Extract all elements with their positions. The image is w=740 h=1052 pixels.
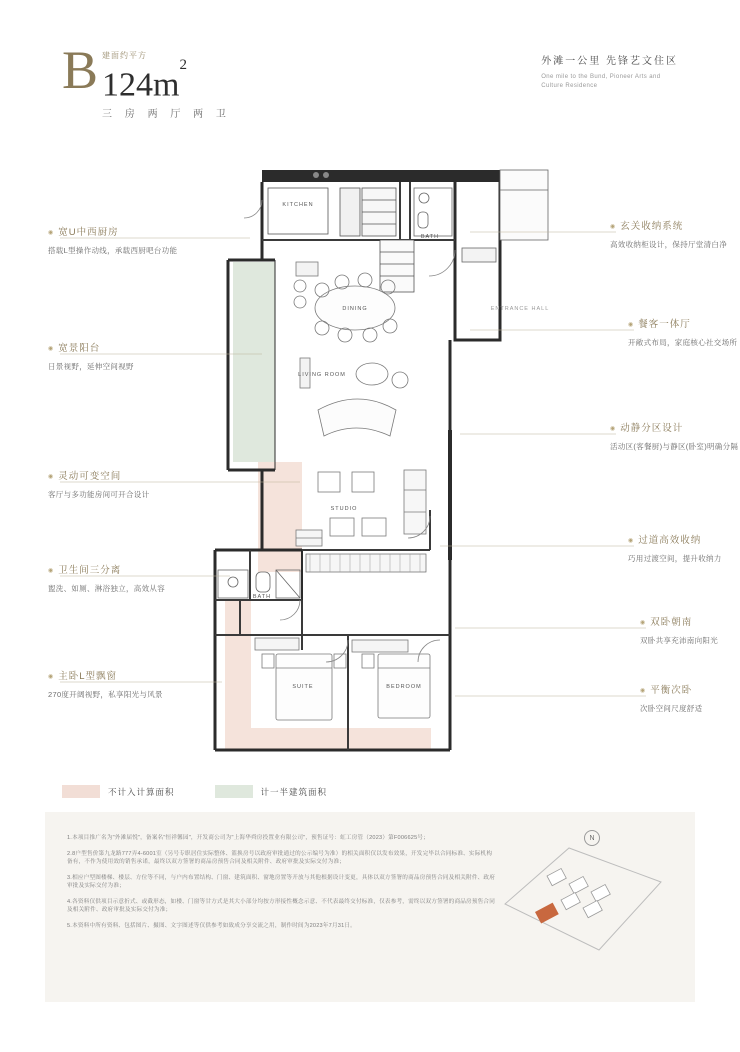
legend xyxy=(62,785,327,798)
bedroom-furniture xyxy=(352,640,430,718)
door-entry xyxy=(429,250,455,276)
building-3 xyxy=(591,884,610,901)
plant xyxy=(294,280,306,292)
dining-chair-8 xyxy=(383,319,397,333)
stove-burner-1 xyxy=(313,172,319,178)
compass-label: N xyxy=(589,834,595,842)
annotation-living-dining xyxy=(628,318,737,349)
storage-cabinet-run xyxy=(306,554,426,572)
annotation-zoning-title: ◉ 动静分区设计 xyxy=(610,422,738,437)
annotation-balcony xyxy=(48,342,134,373)
unit-area xyxy=(102,57,187,104)
annotation-kitchen-desc: 搭载L型操作动线，承载西厨吧台功能 xyxy=(48,246,178,255)
building-4 xyxy=(561,892,580,909)
legend-item-not-counted xyxy=(62,785,175,798)
kitchen-counter xyxy=(268,188,328,234)
nightstand-1 xyxy=(262,654,274,668)
wardrobe-studio xyxy=(404,470,426,534)
annotation-second-bedroom-title: ◉ 平衡次卧 xyxy=(640,684,702,699)
annotation-south-bedrooms-title: ◉ 双卧朝南 xyxy=(640,616,718,631)
legend-label-not-counted: 不计入计算面积 xyxy=(108,786,175,797)
nightstand-2 xyxy=(334,654,346,668)
unit-layout: 三 房 两 厅 两 卫 xyxy=(102,109,231,121)
suite-furniture xyxy=(255,638,346,720)
elevator-lobby xyxy=(500,170,548,240)
door-kitchen xyxy=(244,200,262,218)
annotation-south-bedrooms xyxy=(640,616,718,647)
footer-note-2: 2.8户型售价第九龙路777弄4-6001室（另号专职居住实际整体、篮换房号以政府审批通过的公示编号为准）的相关面积仅以发布效果，开发完毕以合同标准、实际机构备有，不作为使用效的销售承诺，最终以双方签署的商品房预售合同及相关附件、政府审批及实际交付为准； xyxy=(67,850,493,865)
suite-wardrobe xyxy=(255,638,299,650)
stove-burner-2 xyxy=(323,172,329,178)
room-label-suite: SUITE xyxy=(292,684,314,690)
room-label-bath-lower: BATH xyxy=(252,594,272,600)
tagline-en-2: Culture Residence xyxy=(541,83,598,89)
room-label-studio: STUDIO xyxy=(330,506,358,512)
fridge xyxy=(340,188,360,236)
shoe-cabinet xyxy=(462,248,496,262)
annotation-bathroom-split-desc: 盥洗、如厕、淋浴独立，高效从容 xyxy=(48,584,165,593)
annotation-master-bay-window-desc: 270度开阔视野，私享阳光与风景 xyxy=(48,690,163,699)
annotation-zoning xyxy=(610,422,738,453)
wall-top xyxy=(262,170,500,182)
annotation-corridor-storage-desc: 巧用过渡空间，提升收纳力 xyxy=(628,554,722,563)
annotation-flex-space-title: ◉ 灵动可变空间 xyxy=(48,470,149,485)
annotation-entry-storage-desc: 高效收纳柜设计，保持厅堂清白净 xyxy=(610,240,727,249)
building-2 xyxy=(569,876,588,893)
armchair-1 xyxy=(318,472,340,492)
toilet-lower xyxy=(256,572,270,592)
footer-note-5: 5.本资料中所有资料、包括图片、摄图、文字图述等仅供参考如致成分享交流之用，制作时间为2023年7月31日。 xyxy=(67,922,356,929)
legend-swatch-green xyxy=(215,785,253,798)
floorplan-drawing xyxy=(0,130,740,770)
nightstand-3 xyxy=(362,654,374,668)
tagline-en-1: One mile to the Bund, Pioneer Arts and xyxy=(541,74,661,80)
studio-furniture xyxy=(296,470,426,546)
entrance-hall xyxy=(462,170,548,262)
page-header xyxy=(0,40,740,120)
project-tagline xyxy=(541,52,678,91)
legend-label-half-counted: 计一半建筑面积 xyxy=(260,786,328,797)
coffee-table xyxy=(356,363,388,385)
room-label-entrance-hall: ENTRANCE HALL xyxy=(490,306,550,312)
living-furniture xyxy=(300,358,408,436)
side-table xyxy=(392,372,408,388)
dining-chair-3 xyxy=(358,273,372,287)
legend-item-half-counted xyxy=(215,785,328,798)
armchair-4 xyxy=(362,518,386,536)
annotation-corridor-storage-title: ◉ 过道高效收纳 xyxy=(628,534,722,549)
footer-disclaimer xyxy=(45,812,695,1002)
utility-area xyxy=(380,240,414,292)
dining-chair-7 xyxy=(363,328,377,342)
annotation-flex-space-desc: 客厅与多功能房间可开合设计 xyxy=(48,490,150,499)
annotation-entry-storage-title: ◉ 玄关收纳系统 xyxy=(610,220,727,235)
unit-logo xyxy=(62,40,231,121)
building-1 xyxy=(547,868,566,885)
annotation-balcony-desc: 日景视野，延伸空间视野 xyxy=(48,362,134,371)
armchair-3 xyxy=(330,518,354,536)
room-label-bath-upper: BATH xyxy=(420,234,440,240)
annotation-bathroom-split xyxy=(48,564,165,595)
annotation-bathroom-split-title: ◉ 卫生间三分离 xyxy=(48,564,165,579)
footer-notes xyxy=(45,812,519,930)
balcony-fill xyxy=(233,262,275,462)
unit-area-value: 124m xyxy=(102,66,180,104)
annotation-balcony-title: ◉ 宽景阳台 xyxy=(48,342,134,357)
building-5 xyxy=(583,900,602,917)
legend-swatch-pink xyxy=(62,785,100,798)
footer-note-3: 3.相应户型图楼梯、楼层、方位等不同，与户内布置结构、门窗、建筑面积、窗地房置等开放与其他根据设计变更，具体以双方签署的商品房预售合同及相关附件、政府审批及实际交付为准； xyxy=(67,874,496,889)
kitchen-furniture xyxy=(268,172,414,292)
corridor-storage xyxy=(306,554,426,572)
unit-area-caption: 建面约平方 xyxy=(102,51,148,60)
door-bath xyxy=(280,600,300,620)
footer-note-4: 4.各资料仅供项目示意折式、或截形态，如楼、门窗等甘方式是其大小部分均按方形接性概念示意、不代表最终交付标准，仅表参考，需终以双方签署的商品房预售合同及相关附件、政府审批及实际交付为准； xyxy=(67,898,496,913)
pink-fill-mid xyxy=(258,462,302,572)
unit-area-block xyxy=(102,50,231,120)
annotation-zoning-desc: 活动区(客餐厨)与静区(卧室)明确分隔 xyxy=(610,442,739,451)
site-boundary xyxy=(505,848,661,950)
unit-area-unit-sup: 2 xyxy=(179,57,187,73)
annotation-second-bedroom-desc: 次卧空间尺度舒适 xyxy=(640,704,703,713)
room-label-bedroom: BEDROOM xyxy=(386,684,422,690)
dining-chair-5 xyxy=(315,321,329,335)
sideboard xyxy=(296,262,318,276)
pink-poly xyxy=(225,600,251,750)
bedroom-wardrobe xyxy=(352,640,408,652)
armchair-2 xyxy=(352,472,374,492)
annotation-flex-space xyxy=(48,470,149,501)
sofa xyxy=(318,399,396,436)
room-label-kitchen: KITCHEN xyxy=(282,202,314,208)
bath-upper-fixtures xyxy=(414,188,452,236)
annotation-second-bedroom xyxy=(640,684,702,715)
annotation-living-dining-desc: 开敞式布局，家庭核心社交场所 xyxy=(628,338,738,347)
annotation-corridor-storage xyxy=(628,534,722,565)
annotation-living-dining-title: ◉ 餐客一体厅 xyxy=(628,318,737,333)
annotation-south-bedrooms-desc: 双卧共享充沛南向阳光 xyxy=(640,636,718,645)
dining-chair-1 xyxy=(315,283,329,297)
footer-note-1: 1.本项目推广名为"外滩届悦"，备案名"恒祥馨园"，开发商公司为"上海华舜房投置业有限公司"，预售证号：虹工房管（2023）第F006625号； xyxy=(67,835,429,841)
room-label-dining: DINING xyxy=(342,306,368,312)
annotation-master-bay-window-title: ◉ 主卧L型飘窗 xyxy=(48,670,163,685)
annotation-kitchen xyxy=(48,226,177,257)
pink-fill-bottom xyxy=(251,728,431,750)
annotation-kitchen-title: ◉ 宽U中西厨房 xyxy=(48,226,177,241)
dining-chair-6 xyxy=(338,328,352,342)
annotation-entry-storage xyxy=(610,220,727,251)
annotation-master-bay-window xyxy=(48,670,163,701)
tagline-cn: 外滩一公里 先锋艺文住区 xyxy=(541,56,678,67)
room-label-living: LIVING ROOM xyxy=(298,372,346,378)
site-plan-minimap xyxy=(495,838,667,958)
plant-2 xyxy=(294,296,306,308)
unit-letter: B xyxy=(62,40,99,100)
washbasin-area xyxy=(218,570,248,598)
